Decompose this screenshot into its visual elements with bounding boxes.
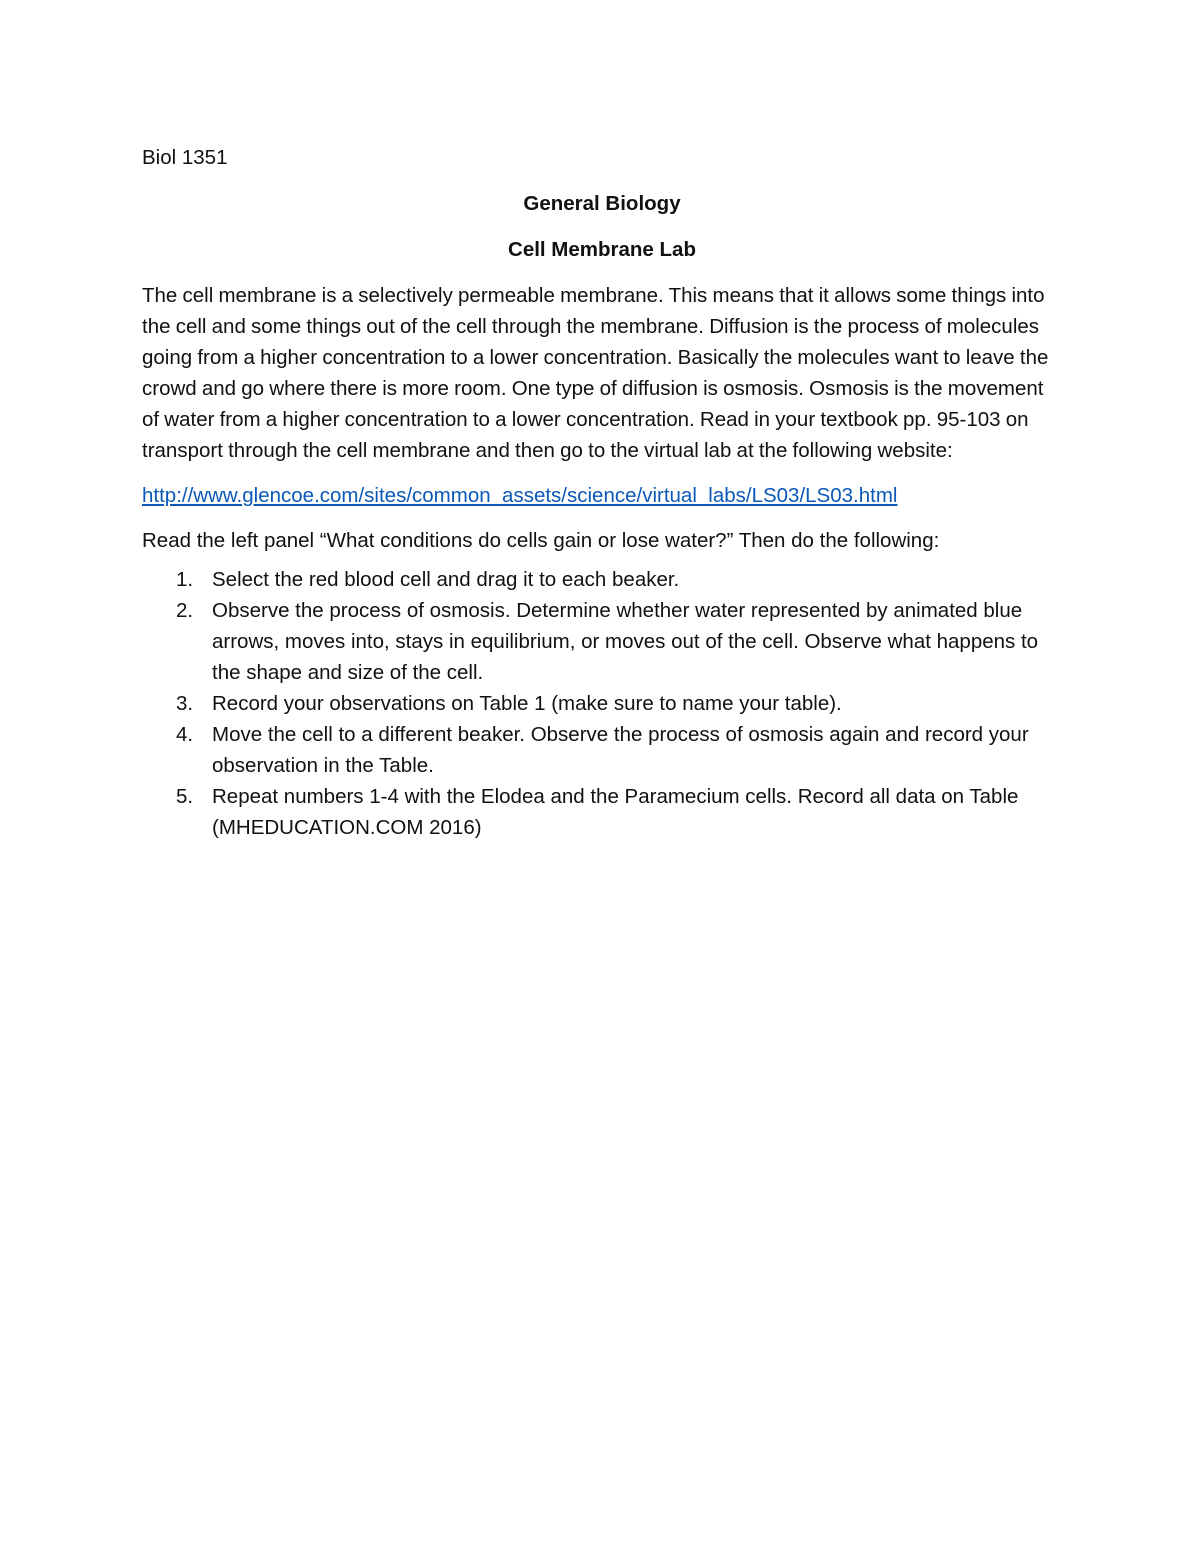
step-text: Repeat numbers 1-4 with the Elodea and the Paramecium cells. Record all data on Table (MHEDUCATION.COM 2016) [212, 785, 1019, 839]
list-item [142, 564, 1062, 595]
document-subtitle: Cell Membrane Lab [508, 238, 696, 261]
list-item [142, 719, 1062, 781]
list-item [142, 688, 1062, 719]
list-item [142, 595, 1062, 688]
instructions-lead: Read the left panel “What conditions do cells gain or lose water?” Then do the following: [142, 529, 940, 552]
step-text: Select the red blood cell and drag it to each beaker. [212, 568, 680, 591]
step-text: Move the cell to a different beaker. Observe the process of osmosis again and record your observation in the Table. [212, 723, 1029, 777]
intro-paragraph: The cell membrane is a selectively permeable membrane. This means that it allows some things into the cell and some things out of the cell through the membrane. Diffusion is the process of molecules going from a higher concentration to a lower concentration. Basically the molecules want to leave the crowd and go where there is more room. One type of diffusion is osmosis. Osmosis is the movement of water from a higher concentration to a lower concentration. Read in your textbook pp. 95-103 on transport through the cell membrane and then go to the virtual lab at the following website: [142, 284, 1049, 462]
step-number: 3. [176, 692, 194, 715]
step-number: 1. [176, 568, 194, 591]
instruction-steps [142, 564, 1062, 843]
document-page [142, 142, 1062, 843]
step-number: 2. [176, 599, 194, 622]
step-text: Observe the process of osmosis. Determine whether water represented by animated blue arrows, moves into, stays in equilibrium, or moves out of the cell. Observe what happens to the shape and size of the cell. [212, 599, 1039, 684]
course-code: Biol 1351 [142, 146, 228, 169]
step-number: 5. [176, 785, 194, 808]
list-item [142, 781, 1062, 843]
virtual-lab-link[interactable]: http://www.glencoe.com/sites/common_assets/science/virtual_labs/LS03/LS03.html [142, 484, 898, 507]
step-number: 4. [176, 723, 194, 746]
document-title: General Biology [523, 192, 681, 215]
step-text: Record your observations on Table 1 (make sure to name your table). [212, 692, 842, 715]
